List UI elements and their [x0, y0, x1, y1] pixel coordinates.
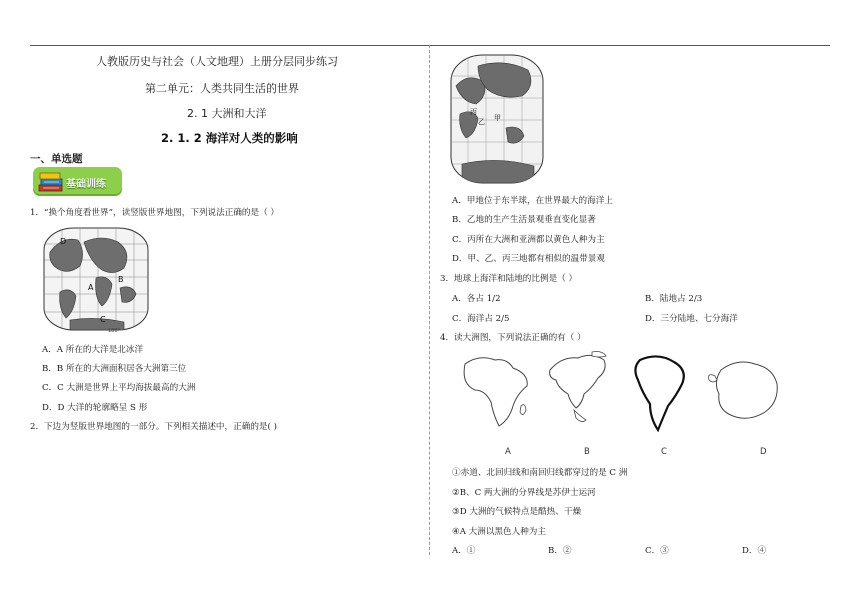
map2-label-bing: 丙	[470, 108, 477, 116]
q4-statement-1: ①赤道、北回归线和南回归线都穿过的是 C 洲	[452, 468, 628, 478]
q4-option-a: A．①	[452, 546, 476, 556]
q1-option-b: B．B 所在的大洲面积居各大洲第三位	[42, 364, 187, 374]
continent-b-outline	[542, 350, 624, 430]
q4-option-d: D．④	[742, 546, 767, 556]
page-title: 人教版历史与社会（人文地理）上册分层同步练习	[96, 55, 338, 68]
map1-label-b: B	[118, 275, 124, 284]
map1-label-c: C	[100, 315, 106, 324]
header-rule	[30, 45, 830, 46]
badge-label: 基础训练	[66, 179, 106, 190]
unit-title: 第二单元：人类共同生活的世界	[145, 82, 299, 95]
continent-d-outline	[703, 350, 783, 430]
basic-training-badge	[33, 167, 122, 196]
q4-option-b: B．②	[548, 546, 572, 556]
q1-option-a: A．A 所在的大洋是北冰洋	[42, 345, 144, 355]
continent-label-d: D	[760, 447, 767, 457]
section-heading: 一、单选题	[30, 153, 83, 165]
q2-option-d: D．甲、乙、丙三地都有相似的温带景观	[452, 254, 605, 264]
map1-label-a: A	[88, 283, 94, 292]
continent-c-outline	[628, 350, 698, 432]
q4-statement-2: ②B、C 两大洲的分界线是苏伊士运河	[452, 488, 596, 498]
column-divider	[429, 45, 430, 555]
map2-label-yi: 乙	[478, 118, 485, 126]
question-4-stem: 4．读大洲图，下列说法正确的有（ ）	[440, 333, 586, 343]
question-3-stem: 3．地球上海洋和陆地的比例是（ ）	[440, 274, 578, 284]
q3-option-b: B．陆地占 2/3	[645, 294, 703, 304]
question-1-stem: 1．“换个角度看世界”，读竖版世界地图，下列说法正确的是（ ）	[30, 208, 280, 218]
q2-option-a: A．甲地位于东半球，在世界最大的海洋上	[452, 196, 613, 206]
q4-statement-4: ④A 大洲以黑色人种为主	[452, 527, 546, 537]
q4-statement-3: ③D 大洲的气候特点是酷热、干燥	[452, 507, 582, 517]
q3-option-d: D．三分陆地、七分海洋	[645, 314, 738, 324]
q3-option-a: A．各占 1/2	[452, 294, 501, 304]
lesson-title: 2. 1 大洲和大洋	[187, 107, 267, 120]
q1-option-c: C．C 大洲是世界上平均海拔最高的大洲	[42, 383, 196, 393]
q2-option-b: B．乙地的生产生活景观垂直变化显著	[452, 215, 596, 225]
books-icon	[37, 170, 65, 194]
map1-label-d: D	[60, 237, 67, 246]
map2-label-jia: 甲	[494, 114, 501, 122]
map1-label-meridian: 180°	[108, 328, 121, 334]
question-2-stem: 2．下边为竖版世界地图的一部分。下列相关描述中，正确的是( )	[30, 422, 277, 432]
continent-label-b: B	[584, 447, 590, 457]
q3-option-c: C．海洋占 2/5	[452, 314, 510, 324]
sublesson-title: 2. 1. 2 海洋对人类的影响	[161, 131, 298, 145]
q4-option-c: C．③	[645, 546, 669, 556]
continent-label-c: C	[661, 447, 667, 457]
continent-a-outline	[455, 350, 535, 430]
q1-option-d: D．D 大洋的轮廓略呈 S 形	[42, 403, 148, 413]
continent-label-a: A	[505, 447, 511, 457]
q2-option-c: C．丙所在大洲和亚洲都以黄色人种为主	[452, 235, 605, 245]
vertical-world-map-1	[40, 222, 152, 336]
vertical-world-map-2	[448, 52, 546, 186]
